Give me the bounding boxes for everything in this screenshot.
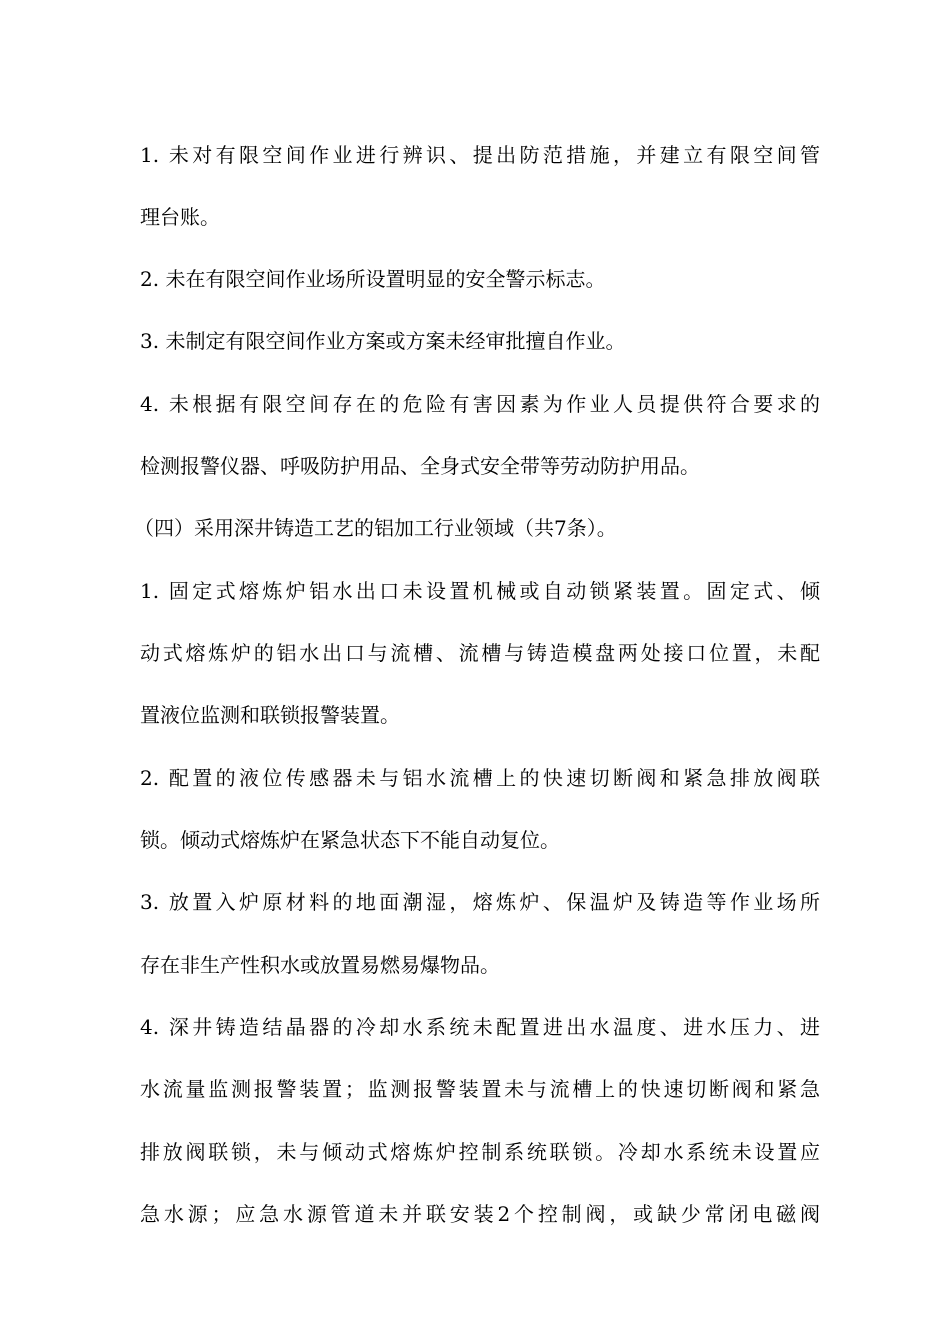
text-line-item3: 3. 未制定有限空间作业方案或方案未经审批擅自作业。 [140, 329, 626, 353]
text-line-s4-item2-b: 锁。倾动式熔炼炉在紧急状态下不能自动复位。 [140, 828, 560, 852]
text-line-item4-start: 4. 未根据有限空间存在的危险有害因素为作业人员提供符合要求的 [140, 392, 820, 416]
text-line-item1-end: 理台账。 [140, 205, 220, 229]
text-line-s4-item1-b: 动式熔炼炉的铝水出口与流槽、流槽与铸造模盘两处接口位置，未配 [140, 641, 820, 665]
text-line-s4-item4-b: 水流量监测报警装置；监测报警装置未与流槽上的快速切断阀和紧急 [140, 1077, 820, 1101]
text-line-item2: 2. 未在有限空间作业场所设置明显的安全警示标志。 [140, 267, 606, 291]
section-heading: （四）采用深井铸造工艺的铝加工行业领域（共7条）。 [134, 516, 617, 540]
text-line-s4-item3-a: 3. 放置入炉原材料的地面潮湿，熔炼炉、保温炉及铸造等作业场所 [140, 890, 820, 914]
text-line-item4-end: 检测报警仪器、呼吸防护用品、全身式安全带等劳动防护用品。 [140, 454, 700, 478]
text-line-s4-item2-a: 2. 配置的液位传感器未与铝水流槽上的快速切断阀和紧急排放阀联 [140, 766, 820, 790]
text-line-s4-item4-c: 排放阀联锁，未与倾动式熔炼炉控制系统联锁。冷却水系统未设置应 [140, 1140, 820, 1164]
text-line-s4-item4-a: 4. 深井铸造结晶器的冷却水系统未配置进出水温度、进水压力、进 [140, 1015, 820, 1039]
text-line-s4-item3-b: 存在非生产性积水或放置易燃易爆物品。 [140, 953, 500, 977]
text-line-s4-item1-c: 置液位监测和联锁报警装置。 [140, 703, 400, 727]
text-line-s4-item1-a: 1. 固定式熔炼炉铝水出口未设置机械或自动锁紧装置。固定式、倾 [140, 579, 820, 603]
text-line-item1-start: 1. 未对有限空间作业进行辨识、提出防范措施，并建立有限空间管 [140, 143, 820, 167]
text-line-s4-item4-d: 急水源；应急水源管道未并联安装2个控制阀，或缺少常闭电磁阀 [140, 1202, 820, 1226]
